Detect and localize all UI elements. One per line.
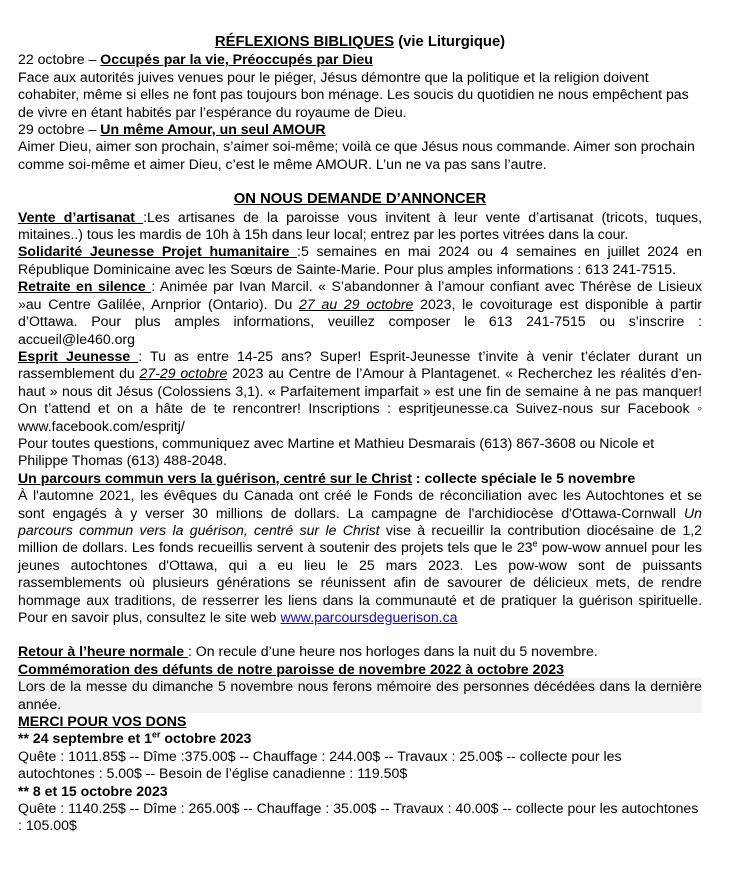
retour-heure	[18, 643, 702, 660]
parcours-sup: e	[532, 538, 538, 549]
parcours-body	[18, 487, 702, 626]
commemoration-body: Lors de la messe du dimanche 5 novembre nous ferons mémoire des personnes décédées dans la dernière année.	[18, 678, 702, 712]
dons-heading	[18, 713, 702, 730]
annonces-heading	[18, 190, 702, 208]
annonces-title: ON NOUS DEMANDE D’ANNONCER	[233, 191, 487, 208]
reflexion-2-body: Aimer Dieu, aimer son prochain, s’aimer soi-même; voilà ce que Jésus nous commande. Aimer son prochain comme soi-même et aimer Dieu, c’est le même AMOUR. L’un ne va pas sans l’autre.	[18, 138, 695, 172]
dons-week-1-title	[18, 730, 702, 747]
retraite-silence	[18, 278, 702, 348]
vente-title: Vente d’artisanat	[18, 208, 144, 225]
reflexion-2-title: Un même Amour, un seul AMOUR	[100, 121, 326, 138]
retraite-dates: 27 au 29 octobre	[299, 295, 414, 312]
esprit-body-1: : Tu as entre 14-25 ans? Super! Esprit-Jeunesse t’invite à venir t’éclater durant un rassemblement du	[18, 347, 702, 382]
reflexions-heading	[18, 33, 702, 51]
parcours-title-suffix: : collecte spéciale le 5 novembre	[411, 469, 636, 486]
solidarite-title: Solidarité Jeunesse Projet humanitaire	[18, 243, 298, 260]
commemoration-title: Commémoration des défunts de notre paroisse de novembre 2022 à octobre 2023	[18, 660, 564, 677]
bulletin-page	[18, 33, 702, 835]
spacer	[18, 626, 702, 643]
parcours-heading	[18, 470, 702, 487]
reflexions-title-suffix: (vie Liturgique)	[394, 34, 506, 50]
reflexions-title: RÉFLEXIONS BIBLIQUES	[214, 34, 395, 50]
retraite-body-2: 2023, le covoiturage est disponible à partir d’Ottawa. Pour plus amples informations, veuillez composer le 613 241-7515 ou s’inscrire : accueil@le460.org	[18, 295, 703, 347]
reflexion-entry-1-heading	[18, 51, 702, 68]
dons-week-1-body: Quête : 1011.85$ -- Dîme :375.00$ -- Chauffage : 244.00$ -- Travaux : 25.00$ -- collecte pour les autochtones : 5.00$ -- Besoin de l’église canadienne : 119.50$	[18, 747, 622, 782]
dons-w1-title-b: octobre 2023	[160, 730, 252, 747]
commemoration-heading	[18, 661, 702, 678]
reflexion-2-date: 29 octobre –	[18, 121, 101, 138]
vente-body: :Les artisanes de la paroisse vous invitent à leur vente d’artisanat (tricots, tuques, mitaines..) tous les mardis de 10h à 15h dans leur local; entrez par les portes vitrées dans la cour.	[18, 208, 702, 243]
esprit-title: Esprit Jeunesse	[18, 347, 139, 364]
esprit-jeunesse	[18, 348, 702, 435]
reflexion-1-body: Face aux autorités juives venues pour le piéger, Jésus démontre que la politique et la religion doivent cohabiter, même si elles ne font pas toujours bon ménage. Les soucis du quotidien ne nous empêchent pas de vivre en étant habités par l’espérance du royaume de Dieu.	[18, 68, 689, 120]
esprit-dates: 27-29 octobre	[139, 365, 228, 382]
reflexion-1-date: 22 octobre –	[18, 51, 101, 68]
parcours-body-1: À l'automne 2021, les évêques du Canada ont créé le Fonds de réconciliation avec les Autochtones et se sont engagés à y verser 30 millions de dollars. La campagne de l'archidiocèse d'Ottawa-Cornwall	[18, 487, 702, 521]
parcours-body-3: pow-wow annuel pour les jeunes autochtones d'Ottawa, qui a eu lieu le 25 mars 2023. Les pow-wow sont de puissants rassemblements où plusieurs générations se réunissent afin de savourer de délicieux mets, de rendre hommage aux traditions, de resserrer les liens dans la communauté et de pratiquer la guérison spirituelle. Pour en savoir plus, consultez le site web	[18, 539, 702, 625]
esprit-contact: Pour toutes questions, communiquez avec Martine et Mathieu Desmarais (613) 867-3608 ou Nicole et Philippe Thomas (613) 488-2048.	[18, 434, 655, 469]
dons-w1-title-sup: er	[151, 729, 161, 740]
vente-artisanat	[18, 209, 702, 244]
retour-title: Retour à l’heure normale	[18, 643, 188, 660]
solidarite-jeunesse	[18, 243, 702, 278]
solidarite-body: :5 semaines en mai 2024 ou 4 semaines en juillet 2024 en République Dominicaine avec les Sœurs de Sainte-Marie. Pour plus amples informations : 613 241-7515.	[18, 243, 702, 277]
dons-week-2-title: ** 8 et 15 octobre 2023	[18, 782, 168, 799]
reflexion-entry-2-heading	[18, 121, 702, 138]
reflexion-1-title: Occupés par la vie, Préoccupés par Dieu	[100, 51, 373, 68]
dons-w1-title-a: ** 24 septembre et 1	[18, 730, 152, 747]
esprit-body-2: 2023 au Centre de l’Amour à Plantagenet. « Recherchez les réalités d’en-haut » nous dit Jésus (Colossiens 3,1). « Parfaitement imparfait » est une fin de semaine à ne pas manquer! On t’attend et on a hâte de te rencontrer! Inscriptions : espritjeunesse.ca Suivez-nous sur Facebook ◦ www.facebook.com/espritj/	[18, 365, 702, 434]
parcours-body-2: vise à recueillir la contribution diocésaine de 1,2 million de dollars. Les fonds recueillis servent à soutenir des projets tels que le 23	[18, 521, 702, 556]
parcours-link[interactable]: www.parcoursdeguerison.ca	[280, 609, 458, 625]
dons-title: MERCI POUR VOS DONS	[18, 713, 187, 730]
parcours-italic: Un parcours commun vers la guérison, centré sur le Christ	[18, 504, 702, 538]
retraite-title: Retraite en silence	[18, 278, 152, 295]
parcours-title: Un parcours commun vers la guérison, centré sur le Christ	[18, 469, 412, 486]
retraite-body-1: : Animée par Ivan Marcil. « S’abandonner à l’amour confiant avec Thérèse de Lisieux »au Centre Galilée, Arnprior (Ontario). Du	[18, 278, 702, 312]
retour-body: : On recule d’une heure nos horloges dans la nuit du 5 novembre.	[187, 643, 598, 660]
dons-week-2-body: Quête : 1140.25$ -- Dîme : 265.00$ -- Chauffage : 35.00$ -- Travaux : 40.00$ -- collecte pour les autochtones : 105.00$	[18, 800, 699, 834]
spacer	[18, 173, 702, 190]
